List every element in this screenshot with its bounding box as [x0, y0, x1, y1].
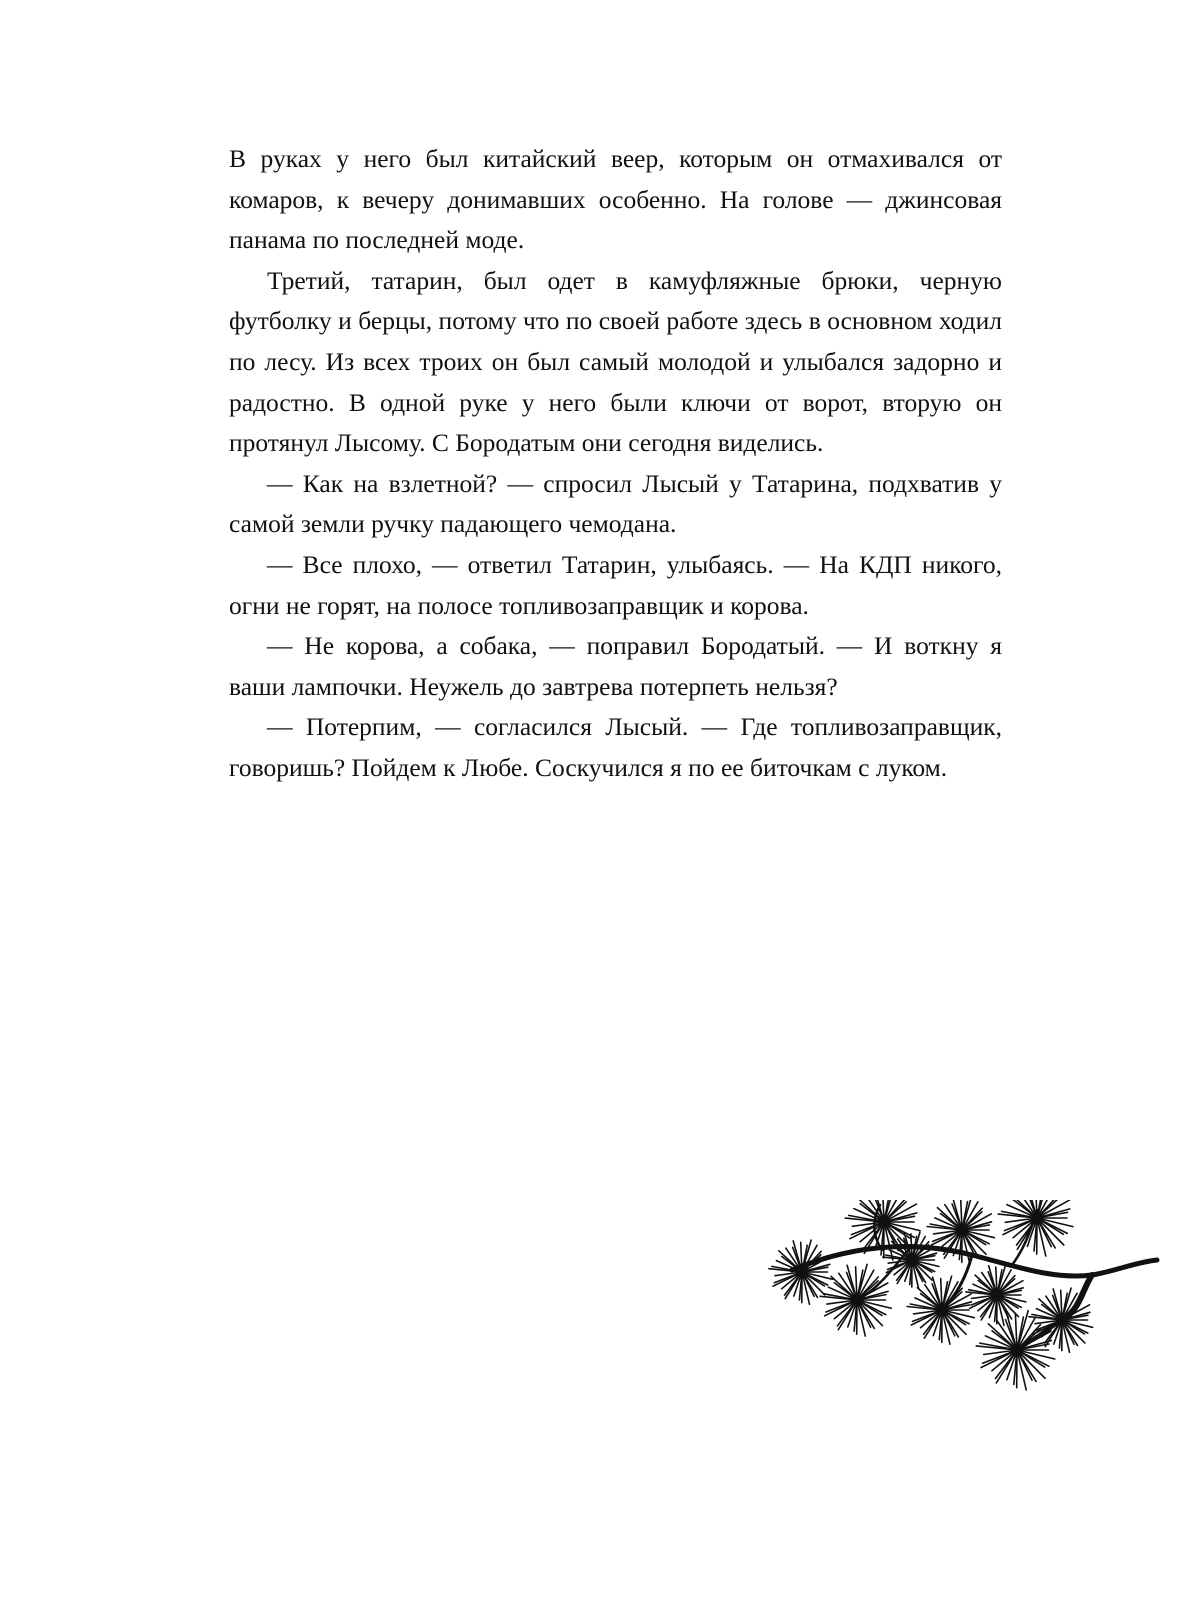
paragraph-6: — Потерпим, — согласился Лысый. — Где топливозаправщик, говоришь? Пойдем к Любе. Соскучился я по ее биточкам с луком. — [229, 712, 1002, 782]
paragraph-5: — Не корова, а собака, — поправил Бородатый. — И воткну я ваши лампочки. Неужель до завтрева потерпеть нельзя? — [229, 631, 1002, 701]
body-text — [229, 139, 1002, 789]
paragraph-4: — Все плохо, — ответил Татарин, улыбаясь. — На КДП никого, огни не горят, на полосе топливозаправщик и корова. — [229, 549, 1002, 620]
pine-branch-icon — [762, 1200, 1162, 1450]
paragraph-2: Третий, татарин, был одет в камуфляжные брюки, черную футболку и берцы, потому что по своей работе здесь в основном ходил по лесу. Из всех троих он был самый молодой и улыбался задорно и радостно. В одной руке у него были ключи от ворот, вторую он протянул Лысому. С Бородатым они сегодня виделись. — [229, 265, 1002, 458]
paragraph-1: В руках у него был китайский веер, которым он отмахивался от комаров, к вечеру донимавших особенно. На голове — джинсовая панама по последней моде. — [229, 144, 1002, 255]
paragraph-3: — Как на взлетной? — спросил Лысый у Татарина, подхватив у самой земли ручку падающего чемодана. — [229, 468, 1002, 539]
